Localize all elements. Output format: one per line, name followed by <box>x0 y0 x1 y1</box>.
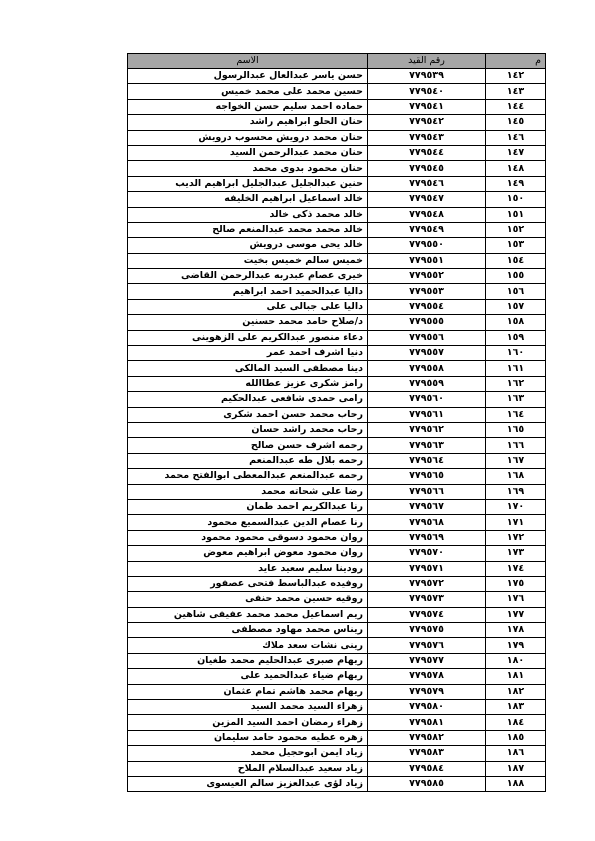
row-serial-number: ١٥٩ <box>486 330 546 345</box>
table-row <box>128 392 546 407</box>
row-registration-number: ٧٧٩٥٥٣ <box>368 284 486 299</box>
table-row <box>128 346 546 361</box>
row-name: حنان الحلو ابراهيم راشد <box>128 115 368 130</box>
row-name: روان محمود دسوقى محمود محمود <box>128 530 368 545</box>
row-name: زياد سعيد عبدالسلام الملاح <box>128 761 368 776</box>
row-registration-number: ٧٧٩٥٦٦ <box>368 484 486 499</box>
table-row <box>128 484 546 499</box>
row-serial-number: ١٤٩ <box>486 176 546 191</box>
row-serial-number: ١٥١ <box>486 207 546 222</box>
row-registration-number: ٧٧٩٥٨٠ <box>368 700 486 715</box>
table-row <box>128 176 546 191</box>
row-name: رامى حمدى شافعى عبدالحكيم <box>128 392 368 407</box>
row-name: زهره عطيه محمود حامد سليمان <box>128 730 368 745</box>
row-registration-number: ٧٧٩٥٤٧ <box>368 192 486 207</box>
header-row <box>128 54 546 69</box>
header-serial-number: م <box>486 54 546 69</box>
row-name: ريهام محمد هاشم تمام عثمان <box>128 684 368 699</box>
header-name: الاسم <box>128 54 368 69</box>
table-row <box>128 407 546 422</box>
table-row <box>128 638 546 653</box>
row-name: زياد لؤى عبدالعزيز سالم العيسوى <box>128 776 368 791</box>
row-name: رضا على شحاته محمد <box>128 484 368 499</box>
table-row <box>128 192 546 207</box>
row-name: خالد اسماعيل ابراهيم الخليفه <box>128 192 368 207</box>
table-row <box>128 161 546 176</box>
row-name: زهراء رمضان احمد السيد المزين <box>128 715 368 730</box>
row-name: روفيده عبدالباسط فتحى عصفور <box>128 576 368 591</box>
table-row <box>128 222 546 237</box>
row-registration-number: ٧٧٩٥٦٥ <box>368 469 486 484</box>
table-row <box>128 330 546 345</box>
row-name: رامز شكرى عزيز عطاالله <box>128 376 368 391</box>
row-registration-number: ٧٧٩٥٥٦ <box>368 330 486 345</box>
table-row <box>128 422 546 437</box>
table-row <box>128 684 546 699</box>
row-registration-number: ٧٧٩٥٤٠ <box>368 84 486 99</box>
table-row <box>128 269 546 284</box>
row-name: رينى نشات سعد ملاك <box>128 638 368 653</box>
row-name: خيرى عصام عبدربه عبدالرحمن القاضى <box>128 269 368 284</box>
row-serial-number: ١٨٣ <box>486 700 546 715</box>
row-name: رحمه عبدالمنعم عبدالمعطى ابوالفتح محمد <box>128 469 368 484</box>
row-name: رحاب محمد راشد حسان <box>128 422 368 437</box>
row-serial-number: ١٦٠ <box>486 346 546 361</box>
row-name: دينا مصطفى السيد المالكى <box>128 361 368 376</box>
row-serial-number: ١٦٩ <box>486 484 546 499</box>
row-name: روقيه حسين محمد حنفى <box>128 592 368 607</box>
roster-table <box>127 53 546 792</box>
row-name: حسين محمد على محمد خميس <box>128 84 368 99</box>
row-serial-number: ١٧٣ <box>486 546 546 561</box>
row-registration-number: ٧٧٩٥٧٠ <box>368 546 486 561</box>
row-registration-number: ٧٧٩٥٥٢ <box>368 269 486 284</box>
row-serial-number: ١٨٢ <box>486 684 546 699</box>
row-serial-number: ١٤٧ <box>486 145 546 160</box>
row-serial-number: ١٥٦ <box>486 284 546 299</box>
row-serial-number: ١٧٦ <box>486 592 546 607</box>
row-name: حماده احمد سليم حسن الخواجه <box>128 99 368 114</box>
table-header <box>128 54 546 69</box>
row-name: ريهام صبرى عبدالحليم محمد طغيان <box>128 653 368 668</box>
table-row <box>128 99 546 114</box>
row-registration-number: ٧٧٩٥٤٩ <box>368 222 486 237</box>
row-serial-number: ١٦٥ <box>486 422 546 437</box>
table-row <box>128 499 546 514</box>
table-row <box>128 315 546 330</box>
row-serial-number: ١٨٠ <box>486 653 546 668</box>
row-name: داليا على جبالى على <box>128 299 368 314</box>
row-serial-number: ١٤٨ <box>486 161 546 176</box>
row-serial-number: ١٦١ <box>486 361 546 376</box>
row-serial-number: ١٥٧ <box>486 299 546 314</box>
row-registration-number: ٧٧٩٥٣٩ <box>368 69 486 84</box>
row-registration-number: ٧٧٩٥٤٦ <box>368 176 486 191</box>
row-registration-number: ٧٧٩٥٧٩ <box>368 684 486 699</box>
row-name: د/صلاح حامد محمد حسنين <box>128 315 368 330</box>
table-row <box>128 438 546 453</box>
row-serial-number: ١٨٧ <box>486 761 546 776</box>
row-registration-number: ٧٧٩٥٥١ <box>368 253 486 268</box>
row-registration-number: ٧٧٩٥٨٥ <box>368 776 486 791</box>
row-registration-number: ٧٧٩٥٧٣ <box>368 592 486 607</box>
table-row <box>128 530 546 545</box>
row-registration-number: ٧٧٩٥٦٤ <box>368 453 486 468</box>
row-registration-number: ٧٧٩٥٦٣ <box>368 438 486 453</box>
table-row <box>128 607 546 622</box>
row-registration-number: ٧٧٩٥٥٥ <box>368 315 486 330</box>
row-serial-number: ١٧٤ <box>486 561 546 576</box>
row-registration-number: ٧٧٩٥٥٨ <box>368 361 486 376</box>
row-registration-number: ٧٧٩٥٧٢ <box>368 576 486 591</box>
table-row <box>128 145 546 160</box>
row-registration-number: ٧٧٩٥٦٨ <box>368 515 486 530</box>
table-row <box>128 715 546 730</box>
row-name: دعاء منصور عبدالكريم على الزهوينى <box>128 330 368 345</box>
row-name: دنيا اشرف احمد عمر <box>128 346 368 361</box>
row-name: رحمه اشرف حسن صالح <box>128 438 368 453</box>
row-serial-number: ١٦٢ <box>486 376 546 391</box>
row-serial-number: ١٥٠ <box>486 192 546 207</box>
row-name: حنان محمود بدوى محمد <box>128 161 368 176</box>
row-registration-number: ٧٧٩٥٧٦ <box>368 638 486 653</box>
table-body <box>128 69 546 792</box>
table-row <box>128 669 546 684</box>
row-name: خالد يحى موسى درويش <box>128 238 368 253</box>
row-registration-number: ٧٧٩٥٨١ <box>368 715 486 730</box>
row-name: ريهام ضياء عبدالحميد على <box>128 669 368 684</box>
row-serial-number: ١٨٥ <box>486 730 546 745</box>
row-name: خالد محمد محمد عبدالمنعم صالح <box>128 222 368 237</box>
row-serial-number: ١٦٧ <box>486 453 546 468</box>
row-registration-number: ٧٧٩٥٥٤ <box>368 299 486 314</box>
row-name: رنا عصام الدين عبدالسميع محمود <box>128 515 368 530</box>
row-serial-number: ١٤٥ <box>486 115 546 130</box>
table-row <box>128 253 546 268</box>
table-row <box>128 592 546 607</box>
table-row <box>128 299 546 314</box>
row-serial-number: ١٧٥ <box>486 576 546 591</box>
row-name: ريناس محمد مهاود مصطفى <box>128 623 368 638</box>
row-name: خميس سالم خميس بخيت <box>128 253 368 268</box>
row-name: حنان محمد درويش محسوب درويش <box>128 130 368 145</box>
row-registration-number: ٧٧٩٥٤٢ <box>368 115 486 130</box>
row-name: رحاب محمد حسن احمد شكرى <box>128 407 368 422</box>
row-name: زياد ايمن ابوحجيل محمد <box>128 746 368 761</box>
table-row <box>128 361 546 376</box>
row-registration-number: ٧٧٩٥٦٧ <box>368 499 486 514</box>
row-registration-number: ٧٧٩٥٦١ <box>368 407 486 422</box>
row-registration-number: ٧٧٩٥٤٨ <box>368 207 486 222</box>
row-registration-number: ٧٧٩٥٧٤ <box>368 607 486 622</box>
row-name: رودينا سليم سعيد عايد <box>128 561 368 576</box>
row-serial-number: ١٤٦ <box>486 130 546 145</box>
row-serial-number: ١٧٨ <box>486 623 546 638</box>
table-row <box>128 700 546 715</box>
row-serial-number: ١٨٨ <box>486 776 546 791</box>
row-name: ريم اسماعيل محمد محمد عفيفى شاهين <box>128 607 368 622</box>
table-row <box>128 115 546 130</box>
row-registration-number: ٧٧٩٥٧٨ <box>368 669 486 684</box>
row-serial-number: ١٤٢ <box>486 69 546 84</box>
table-row <box>128 376 546 391</box>
row-name: حنان محمد عبدالرحمن السيد <box>128 145 368 160</box>
row-serial-number: ١٨٤ <box>486 715 546 730</box>
row-serial-number: ١٥٢ <box>486 222 546 237</box>
row-serial-number: ١٦٨ <box>486 469 546 484</box>
row-registration-number: ٧٧٩٥٦٢ <box>368 422 486 437</box>
row-name: داليا عبدالحميد احمد ابراهيم <box>128 284 368 299</box>
row-name: رنا عبدالكريم احمد طمان <box>128 499 368 514</box>
row-registration-number: ٧٧٩٥٥٩ <box>368 376 486 391</box>
table-row <box>128 469 546 484</box>
row-serial-number: ١٧٢ <box>486 530 546 545</box>
table-row <box>128 546 546 561</box>
row-registration-number: ٧٧٩٥٦٩ <box>368 530 486 545</box>
row-name: روان محمود معوض ابراهيم معوض <box>128 546 368 561</box>
row-serial-number: ١٧٩ <box>486 638 546 653</box>
row-serial-number: ١٦٦ <box>486 438 546 453</box>
table-row <box>128 730 546 745</box>
table-row <box>128 453 546 468</box>
table-row <box>128 576 546 591</box>
row-name: حسن ياسر عبدالعال عبدالرسول <box>128 69 368 84</box>
header-registration-number: رقم القيد <box>368 54 486 69</box>
row-registration-number: ٧٧٩٥٤٥ <box>368 161 486 176</box>
row-registration-number: ٧٧٩٥٧٥ <box>368 623 486 638</box>
row-registration-number: ٧٧٩٥٤١ <box>368 99 486 114</box>
row-registration-number: ٧٧٩٥٧٧ <box>368 653 486 668</box>
row-registration-number: ٧٧٩٥٨٢ <box>368 730 486 745</box>
row-serial-number: ١٥٤ <box>486 253 546 268</box>
row-registration-number: ٧٧٩٥٦٠ <box>368 392 486 407</box>
row-registration-number: ٧٧٩٥٨٣ <box>368 746 486 761</box>
table-row <box>128 761 546 776</box>
row-registration-number: ٧٧٩٥٥٧ <box>368 346 486 361</box>
row-name: خالد محمد ذكى خالد <box>128 207 368 222</box>
row-serial-number: ١٥٥ <box>486 269 546 284</box>
table-row <box>128 515 546 530</box>
row-serial-number: ١٦٤ <box>486 407 546 422</box>
table-row <box>128 207 546 222</box>
row-serial-number: ١٧٧ <box>486 607 546 622</box>
row-serial-number: ١٥٣ <box>486 238 546 253</box>
row-serial-number: ١٥٨ <box>486 315 546 330</box>
row-name: حنين عبدالجليل عبدالجليل ابراهيم الديب <box>128 176 368 191</box>
table-row <box>128 623 546 638</box>
row-serial-number: ١٧١ <box>486 515 546 530</box>
table-row <box>128 284 546 299</box>
row-name: زهراء السيد محمد السيد <box>128 700 368 715</box>
table-row <box>128 561 546 576</box>
row-serial-number: ١٤٤ <box>486 99 546 114</box>
table-row <box>128 746 546 761</box>
row-registration-number: ٧٧٩٥٥٠ <box>368 238 486 253</box>
row-name: رحمه بلال طه عبدالمنعم <box>128 453 368 468</box>
row-serial-number: ١٨١ <box>486 669 546 684</box>
row-registration-number: ٧٧٩٥٤٤ <box>368 145 486 160</box>
table-row <box>128 130 546 145</box>
row-registration-number: ٧٧٩٥٨٤ <box>368 761 486 776</box>
row-serial-number: ١٨٦ <box>486 746 546 761</box>
row-serial-number: ١٧٠ <box>486 499 546 514</box>
row-serial-number: ١٤٣ <box>486 84 546 99</box>
table-row <box>128 653 546 668</box>
table-row <box>128 238 546 253</box>
table-row <box>128 84 546 99</box>
table-row <box>128 776 546 791</box>
row-registration-number: ٧٧٩٥٤٣ <box>368 130 486 145</box>
table-row <box>128 69 546 84</box>
row-registration-number: ٧٧٩٥٧١ <box>368 561 486 576</box>
row-serial-number: ١٦٣ <box>486 392 546 407</box>
